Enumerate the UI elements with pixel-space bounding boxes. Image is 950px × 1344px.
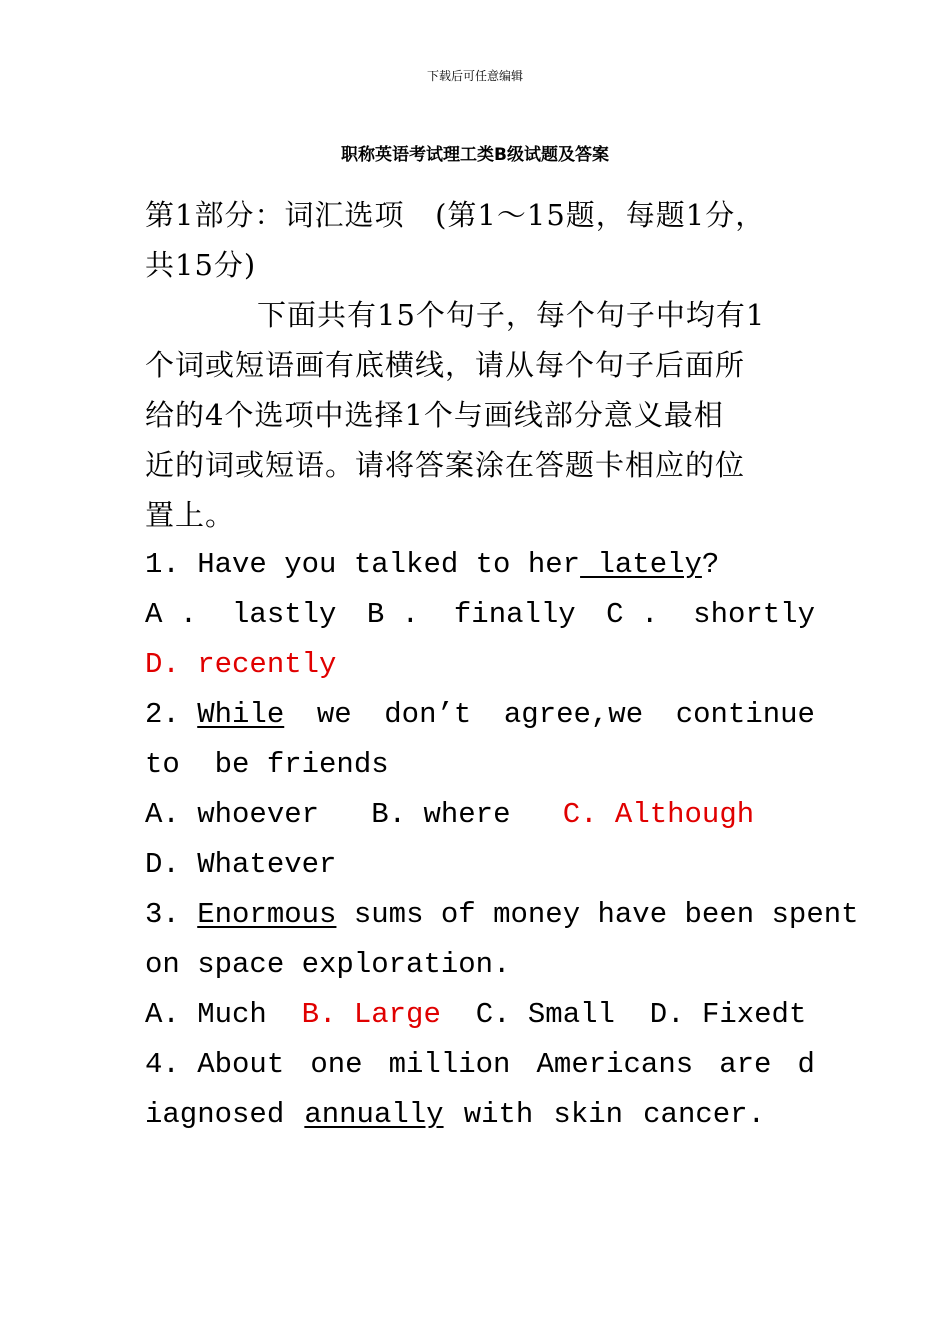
instruction-line-2: 个词或短语画有底横线，请从每个句子后面所 [145, 348, 746, 382]
instruction-line-3: 给的4个选项中选择1个与画线部分意义最相 [145, 398, 724, 432]
question-1-stem [145, 540, 815, 590]
question-3-option-c: C. Small [475, 998, 615, 1031]
question-1-options [145, 590, 815, 640]
question-2-option-d: D. Whatever [145, 848, 337, 881]
question-2-word: agree,we [503, 698, 644, 731]
question-3-underlined-word: Enormous [197, 898, 337, 931]
question-2-stem-line-2: to be friends [145, 748, 389, 781]
question-2-word: we [316, 698, 352, 731]
question-1-underlined-word: lately [580, 548, 702, 581]
question-4-word: Americans [536, 1048, 694, 1081]
document-body [145, 190, 859, 1140]
question-2-word: don’t [384, 698, 472, 731]
question-4-word: one [310, 1048, 363, 1081]
question-2-stem [145, 690, 815, 740]
question-3-stem-line-2: on space exploration. [145, 948, 511, 981]
question-3-number: 3. [145, 898, 180, 931]
question-4-word: skin [553, 1098, 624, 1131]
section-heading-line-2: 共15分) [145, 248, 257, 282]
page-header-note: 下载后可任意编辑 [426, 69, 523, 83]
question-2-number: 2. [145, 698, 180, 731]
question-4-word: iagnosed [145, 1098, 285, 1131]
page-title: 职称英语考试理工类B级试题及答案 [341, 145, 609, 165]
question-4-word: d [797, 1048, 815, 1081]
question-3-option-d: D. Fixedt [649, 998, 807, 1031]
question-4-word: million [388, 1048, 511, 1081]
question-1-option-a: A . lastly [145, 598, 337, 631]
question-2-option-b: B. where [371, 798, 511, 831]
question-3-rest: sums of money have been spent [336, 898, 859, 931]
question-1-suffix: ? [701, 548, 720, 581]
question-4-word: 4. About [145, 1048, 285, 1081]
question-1-option-c: C . shortly [606, 598, 815, 631]
question-2-word: continue [675, 698, 815, 731]
question-3-option-b-answer: B. Large [301, 998, 441, 1031]
instruction-line-5: 置上。 [145, 498, 236, 532]
question-4-word: with [463, 1098, 534, 1131]
question-2-start [145, 690, 284, 740]
question-4-stem [145, 1040, 815, 1090]
question-2-option-c-answer: C. Although [562, 798, 755, 831]
question-3-options [145, 990, 815, 1040]
question-2-option-a: A. whoever [145, 798, 320, 831]
instruction-line-4: 近的词或短语。请将答案涂在答题卡相应的位 [145, 448, 746, 482]
question-1-prefix: 1. Have you talked to her [145, 548, 581, 581]
section-heading-line-1: 第1部分：词汇选项 (第1～15题，每题1分， [145, 198, 766, 232]
question-1-option-b: B . finally [366, 598, 576, 631]
question-1-option-d-answer: D. recently [145, 648, 337, 681]
question-3-option-a: A. Much [145, 998, 267, 1031]
instruction-line-1: 下面共有15个句子，每个句子中均有1 [257, 298, 766, 332]
question-4-stem-line-2 [145, 1090, 765, 1140]
question-4-underlined-word: annually [304, 1098, 444, 1131]
question-2-options [145, 790, 815, 840]
question-4-word: cancer. [643, 1098, 765, 1131]
question-4-word: are [719, 1048, 772, 1081]
question-3-stem [145, 890, 859, 940]
question-2-underlined-word: While [197, 698, 285, 731]
